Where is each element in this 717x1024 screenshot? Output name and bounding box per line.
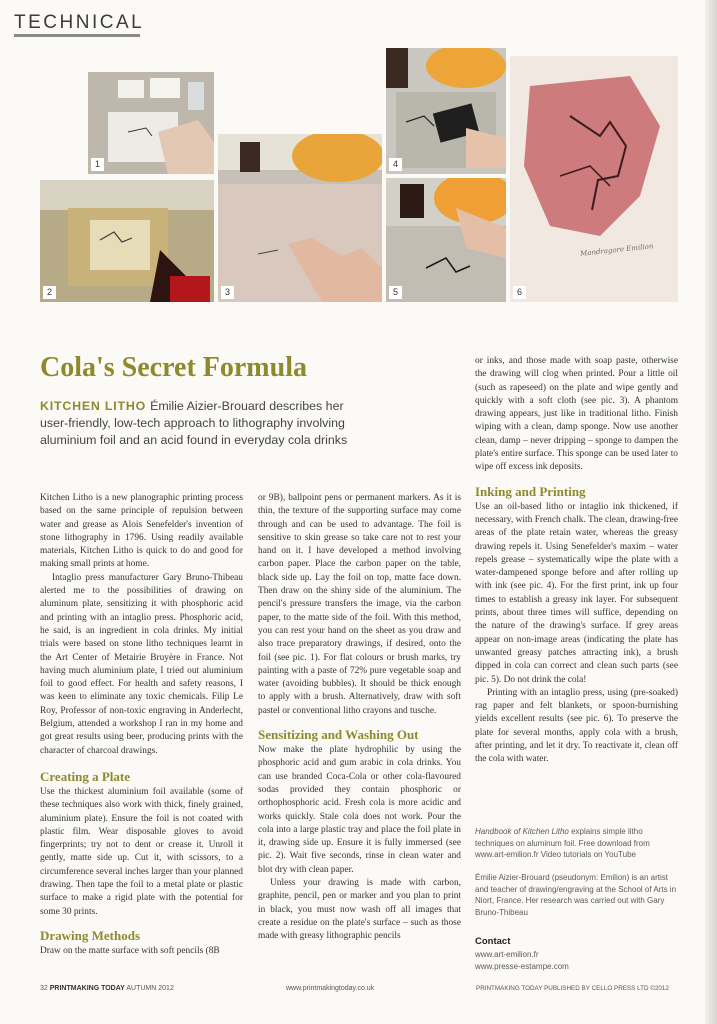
photo-2 bbox=[40, 180, 214, 302]
article-column-2 bbox=[258, 492, 461, 944]
photo-3-image bbox=[218, 134, 382, 302]
photo-6-number: 6 bbox=[513, 286, 526, 299]
photo-3 bbox=[218, 134, 382, 302]
footer-publisher: PRINTMAKING TODAY PUBLISHED BY CELLO PRESS LTD ©2012 bbox=[476, 985, 669, 992]
photo-6 bbox=[510, 56, 678, 302]
paragraph: Printing with an intaglio press, using (pre-soaked) rag paper and felt blankets, or spoon-burnishing yields excellent results (see pic. 6). To preserve the plate for several months, apply cola with a brush, after printing, and let it dry. To reactivate it, clean off the cola with water. bbox=[475, 687, 678, 765]
contact-link-presse-estampe[interactable]: www.presse-estampe.com bbox=[475, 962, 569, 971]
article-standfirst bbox=[40, 398, 350, 449]
subheading-drawing-methods: Drawing Methods bbox=[40, 927, 141, 943]
article-column-1 bbox=[40, 492, 243, 958]
paragraph: or inks, and those made with soap paste, otherwise the drawing will clog when printed. Pour a little oil (such as rapeseed) on the plate and wipe gently and quickly with a soft cloth (see pic. 3). A phantom drawing appears, just like in traditional litho. Finish wiping with a clean, damp sponge. Now use another clean, damp – never dripping – sponge to dampen the plate's entire surface. This sponge can be used later to wipe off excess ink deposits. bbox=[475, 356, 678, 473]
subheading-inking-printing: Inking and Printing bbox=[475, 483, 586, 499]
magazine-name: PRINTMAKING TODAY bbox=[49, 985, 125, 992]
photo-4 bbox=[386, 48, 506, 174]
paragraph: Use an oil-based litho or intaglio ink thickened, if necessary, with French chalk. The clean, drawing-free areas of the plate retain water, whereas the greasy drawing repels it. Using Senefelder's maxim – water repels grease – systematically wipe the plate with a water-dampened sponge before and after rolling up with ink (see pic. 4). For the first print, ink up four times to establish a greasy ink layer. For subsequent prints, about three times will suffice, depending on the nature of the drawing's surface. If grey areas appear on non-image areas (indicating the plate has unwanted greasy patches attracting ink), a brush dipped in cola can correct and clean such parts (see pic. 5). Do not drink the cola! bbox=[475, 501, 678, 685]
footer-url[interactable]: www.printmakingtoday.co.uk bbox=[286, 985, 375, 992]
article-kicker: KITCHEN LITHO bbox=[40, 399, 147, 413]
photo-5-image bbox=[386, 178, 506, 302]
handbook-title: Handbook of Kitchen Litho bbox=[475, 827, 569, 836]
paragraph: Use the thickest aluminium foil available (some of these techniques also work with thick, finely grained, aluminium plate). Ensure the foil is not coated with plastic film. Wear disposable gloves to avoid fingerprints; try not to dent or crease it. Unroll it gently, matte side up. Cut it, with scissors, to a circumference several inches larger than your planned drawing. Then tape the foil to a metal plate or plastic surface to make a rigid plate with the potential for some 30 prints. bbox=[40, 786, 243, 917]
photo-6-image bbox=[510, 56, 678, 302]
paragraph: Intaglio press manufacturer Gary Bruno-Thibeau alerted me to the possibilities of drawing on aluminum plate, sensitizing it with phosphoric acid and printing with an intaglio press. Phosphoric acid, he said, is an ingredient in cola drinks. My initial trials were based on stone litho techniques learnt in the Art Center of Metairie Bruyère in France. Not having much aluminium plate, I tried out aluminium foil to good effect. For health and safety reasons, I was keen to eliminate any toxic chemicals. Filip Le Roy, Professor of non-toxic engraving in Anderlecht, Belgium, attended a workshop I ran in my home and got great results using beer, producing prints with the character of charcoal drawings. bbox=[40, 572, 243, 756]
paragraph: Kitchen Litho is a new planographic printing process based on the same principle of repulsion between water and grease as Alois Senefelder's invention of stone lithography in 1796. Using readily available materials, Kitchen Litho is quick to do and good for making small prints at home. bbox=[40, 493, 243, 570]
section-divider bbox=[14, 34, 140, 37]
photo-1-image bbox=[88, 72, 214, 174]
standfirst-text: Émilie Aizier-Brouard describes her user-friendly, low-tech approach to lithography involving aluminium foil and an acid found in everyday cola drinks bbox=[40, 399, 348, 447]
footer-left bbox=[40, 985, 174, 992]
photo-1 bbox=[88, 72, 214, 174]
paragraph: or 9B), ballpoint pens or permanent markers. As it is thin, the texture of the supporting surface may come through and can be used to advantage. The foil is sensitive to skin grease so take care not to rest your hand on it. I have developed a method involving carbon paper. Place the carbon paper on the table, black side up. Lay the foil on top, matte face down. Then draw on the shiny side of the aluminium. The pencil's pressure transfers the image, via the carbon paper, to the matte side of the foil. With this method, you can rest your hand on the sheet as you draw and also trace preparatory drawings, if desired, onto the foil (see pic. 1). For flat colours or brush marks, try painting with a paste of 72% pure vegetable soap and water (avoiding bubbles). It should be thick enough to apply with a brush. Alternatively, draw with soft pastel or conventional litho crayons and tusche. bbox=[258, 493, 461, 716]
photo-5 bbox=[386, 178, 506, 302]
page-number: 32 bbox=[40, 985, 48, 992]
issue-label: AUTUMN 2012 bbox=[126, 985, 174, 992]
article-column-3 bbox=[475, 355, 678, 767]
photo-4-number: 4 bbox=[389, 158, 402, 171]
subheading-sensitizing: Sensitizing and Washing Out bbox=[258, 727, 419, 743]
photo-6-signature: Mandragore Emilion bbox=[579, 242, 654, 258]
handbook-text: explains simple litho techniques on aluminum foil. Free download from www.art-emilion.fr Video tutorials on YouTube bbox=[475, 827, 650, 859]
photo-4-image bbox=[386, 48, 506, 174]
photo-2-image bbox=[40, 180, 214, 302]
paragraph: Unless your drawing is made with carbon, graphite, pencil, pen or marker and you plan to print in black, you must now wash off all images that create a residue on the plate's surface – such as those made with greasy lithographic pencils bbox=[258, 878, 461, 942]
photo-5-number: 5 bbox=[389, 286, 402, 299]
handbook-note bbox=[475, 826, 679, 861]
article-title: Cola's Secret Formula bbox=[40, 352, 307, 383]
paragraph: Draw on the matte surface with soft pencils (8B bbox=[40, 945, 220, 956]
photo-2-number: 2 bbox=[43, 286, 56, 299]
subheading-creating-plate: Creating a Plate bbox=[40, 768, 131, 784]
contact-heading: Contact bbox=[475, 936, 511, 947]
paragraph: Now make the plate hydrophilic by using the phosphoric acid and gum arabic in cola drinks. You can use branded Coca-Cola or other cola-flavoured sodas provided they contain phosphoric or orthophosphoric acid. Fresh cola is more acidic and works quickly. Stale cola does not work. Pour the cola into a large plastic tray and place the foil plate in it, drawing side up. Ensure it is fully immersed (see pic. 2). Wait five seconds, rinse in clean water and blot dry with clean paper. bbox=[258, 745, 461, 875]
photo-1-number: 1 bbox=[91, 158, 104, 171]
page-edge bbox=[705, 0, 717, 1024]
contact-link-art-emilion[interactable]: www.art-emilion.fr bbox=[475, 950, 539, 959]
author-bio: Émilie Aizier-Brouard (pseudonym: Emilion) is an artist and teacher of drawing/engraving at the School of Arts in Niort, France. Her research was carried out with Gary Bruno-Thibeau bbox=[475, 873, 677, 917]
photo-3-number: 3 bbox=[221, 286, 234, 299]
section-label: TECHNICAL bbox=[14, 12, 145, 33]
